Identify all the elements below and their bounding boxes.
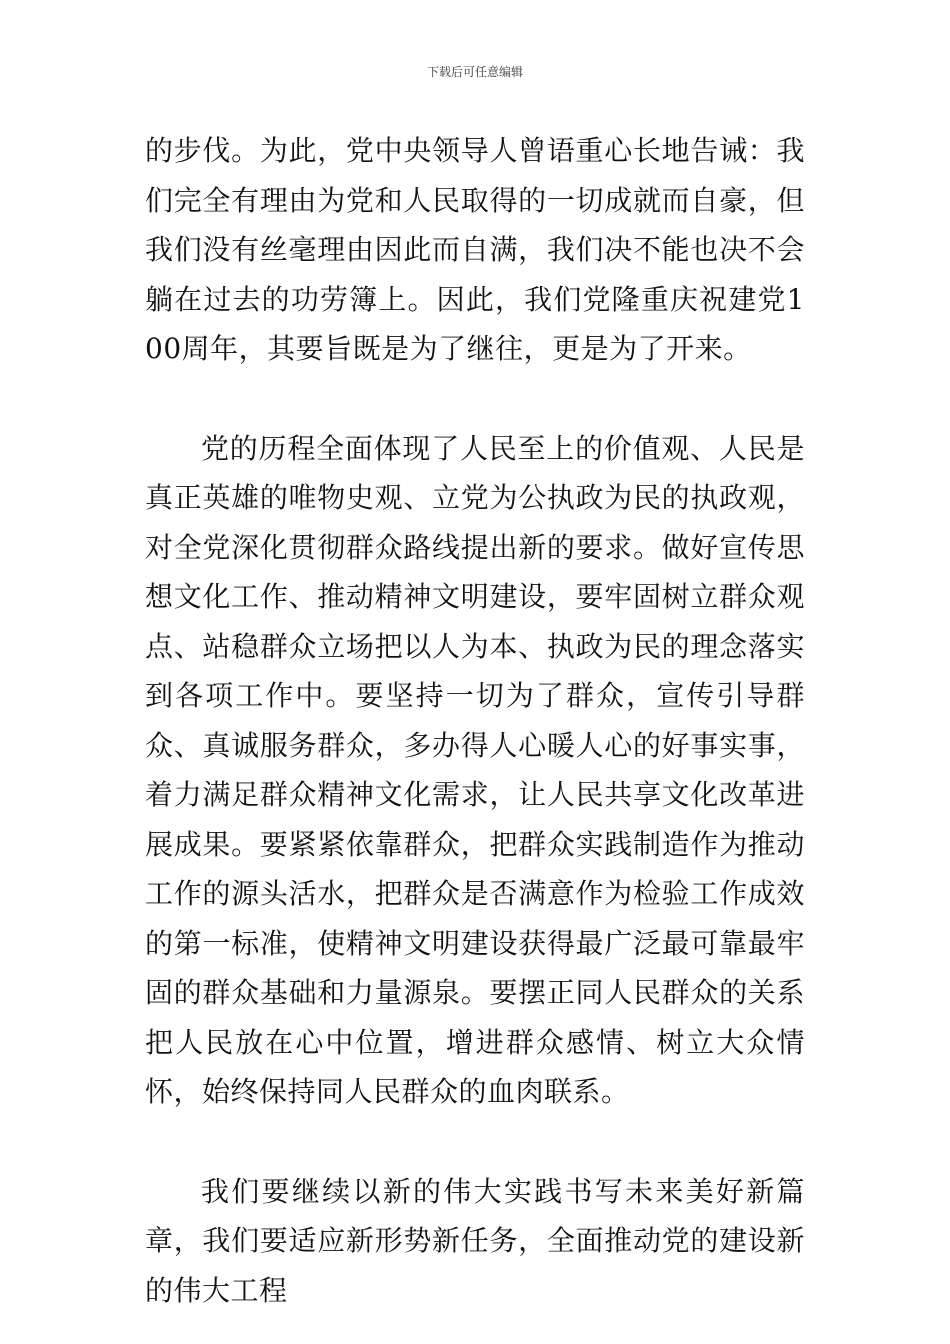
paragraph-1: 的步伐。为此，党中央领导人曾语重心长地告诫：我们完全有理由为党和人民取得的一切成就而自豪，但我们没有丝毫理由因此而自满，我们决不能也决不会躺在过去的功劳簿上。因此，我们党隆重庆祝建党100周年，其要旨既是为了继往，更是为了开来。 xyxy=(145,134,805,365)
paragraph-2: 党的历程全面体现了人民至上的价值观、人民是真正英雄的唯物史观、立党为公执政为民的执政观，对全党深化贯彻群众路线提出新的要求。做好宣传思想文化工作、推动精神文明建设，要牢固树立群众观点、站稳群众立场把以人为本、执政为民的理念落实到各项工作中。要坚持一切为了群众，宣传引导群众、真诚服务群众，多办得人心暖人心的好事实事，着力满足群众精神文化需求，让人民共享文化改革进展成果。要紧紧依靠群众，把群众实践制造作为推动工作的源头活水，把群众是否满意作为检验工作成效的第一标准，使精神文明建设获得最广泛最可靠最牢固的群众基础和力量源泉。要摆正同人民群众的关系把人民放在心中位置，增进群众感情、树立大众情怀，始终保持同人民群众的血肉联系。 xyxy=(145,431,805,1108)
running-header: 下载后可任意编辑 xyxy=(426,65,523,79)
document-body xyxy=(145,126,805,1315)
paragraph-3: 我们要继续以新的伟大实践书写未来美好新篇章，我们要适应新形势新任务，全面推动党的建设新的伟大工程 xyxy=(145,1174,805,1307)
